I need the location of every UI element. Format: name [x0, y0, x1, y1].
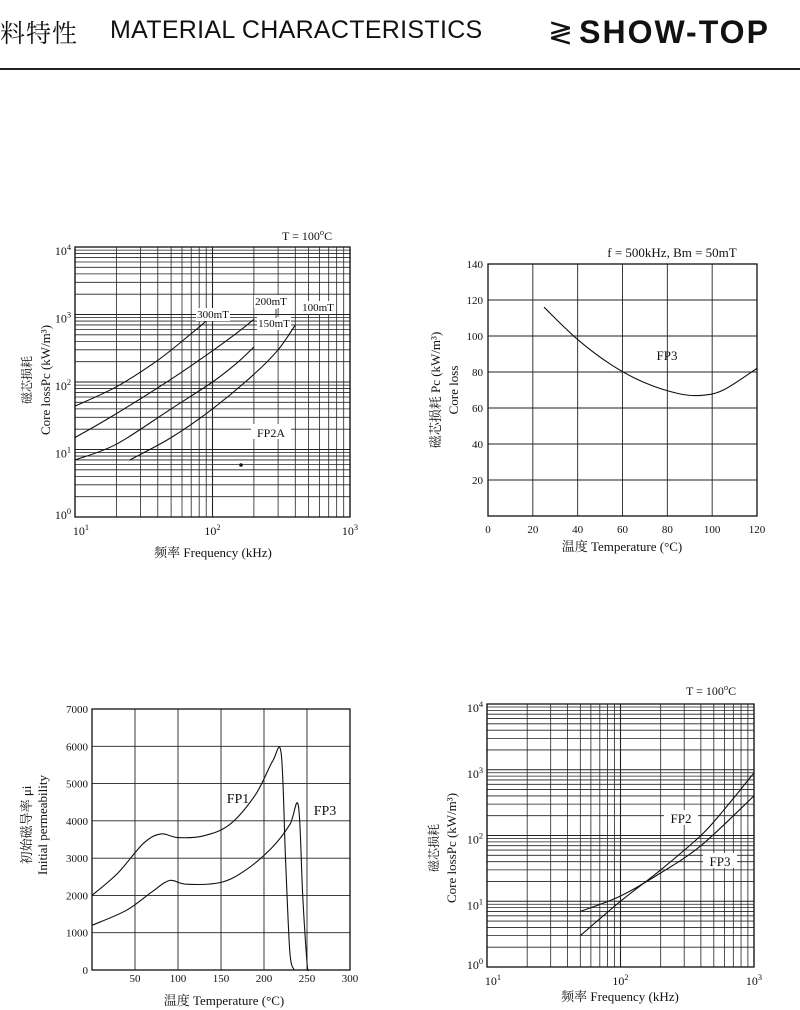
y-tick-label: 4000: [66, 815, 88, 828]
logo-mark-icon: ≷: [548, 16, 574, 49]
y-tick-label: $10^4$: [466, 700, 483, 715]
y-tick-label: 3000: [66, 853, 88, 866]
x-axis-label: 温度 Temperature (°C): [561, 539, 683, 554]
x-tick-label: 40: [572, 524, 584, 536]
x-tick-label: $10^3$: [341, 523, 359, 538]
series-label-FP3: FP3: [656, 348, 678, 363]
y-tick-label: $10^1$: [466, 897, 483, 913]
chart-condition: $T = 100^oC$: [282, 228, 333, 243]
y-tick-label: $10^0$: [466, 957, 483, 972]
x-tick-label: $10^1$: [484, 973, 502, 988]
x-tick-label: 300: [341, 973, 359, 985]
x-tick-label: 0: [485, 524, 491, 536]
y-tick-label: $10^3$: [466, 765, 483, 781]
x-tick-label: 100: [169, 973, 187, 985]
x-tick-label: $10^3$: [745, 973, 763, 988]
y-axis-label: Core lossPc (kW/m³): [38, 324, 53, 436]
y-tick-label: 1000: [66, 927, 88, 940]
x-tick-label: 120: [748, 524, 766, 536]
series-label-FP2: FP2: [670, 811, 692, 826]
x-tick-label: $10^1$: [72, 523, 90, 538]
y-tick-label: $10^3$: [54, 310, 71, 326]
y-axis-label-cn: 初始磁导率 μi: [19, 785, 34, 865]
x-axis-label: 温度 Temperature (°C): [163, 993, 285, 1008]
annotation-material: FP2A: [256, 426, 286, 440]
y-tick-label: 120: [466, 295, 483, 307]
y-axis-label-cn: 磁芯损耗 Pc (kW/m³): [428, 331, 443, 449]
series-label-100mT: 100mT: [302, 302, 334, 314]
y-tick-label: $10^0$: [54, 507, 71, 522]
x-tick-label: $10^2$: [204, 523, 221, 538]
series-label-FP3: FP3: [313, 804, 337, 819]
y-tick-label: 5000: [66, 778, 88, 791]
x-tick-label: 80: [661, 524, 673, 536]
y-tick-label: $10^2$: [466, 831, 483, 847]
header-title-en: MATERIAL CHARACTERISTICS: [110, 16, 483, 44]
series-label-FP1: FP1: [226, 792, 250, 807]
y-tick-label: 40: [472, 439, 483, 451]
y-tick-label: 20: [472, 475, 483, 487]
series-label-FP3: FP3: [709, 854, 731, 869]
y-axis-label-cn: 磁芯损耗: [20, 355, 34, 405]
y-axis-label: Initial permeability: [35, 775, 50, 875]
y-tick-label: $10^4$: [54, 243, 71, 258]
y-axis-label-cn: 磁芯损耗: [427, 823, 441, 873]
series-label-200mT: 200mT: [255, 296, 287, 308]
series-label-300mT: 300mT: [197, 309, 229, 321]
x-tick-label: 100: [703, 524, 721, 536]
x-tick-label: 150: [212, 973, 230, 985]
y-axis-label: Core lossPc (kW/m³): [444, 792, 459, 904]
y-tick-label: 7000: [66, 704, 88, 716]
y-tick-label: $10^1$: [54, 445, 71, 461]
x-axis-label: 频率 Frequency (kHz): [561, 989, 679, 1004]
y-axis-label: Core loss: [446, 365, 461, 415]
x-tick-label: 60: [617, 524, 628, 536]
y-tick-label: 2000: [66, 890, 88, 903]
chart-condition: f = 500kHz, Bm = 50mT: [607, 245, 737, 260]
y-tick-label: 80: [472, 367, 483, 379]
header-title-cn: 料特性: [0, 19, 79, 48]
y-tick-label: 100: [466, 331, 483, 343]
y-tick-label: 140: [466, 259, 483, 271]
x-tick-label: $10^2$: [612, 973, 629, 988]
y-tick-label: 60: [472, 403, 483, 415]
y-tick-label: 6000: [66, 741, 88, 754]
x-tick-label: 50: [129, 973, 141, 985]
x-tick-label: 200: [255, 973, 273, 985]
y-tick-label: 0: [82, 965, 88, 977]
chart-condition: $T = 100^oC$: [686, 683, 737, 698]
y-tick-label: $10^2$: [54, 378, 71, 393]
logo-text: SHOW-TOP: [579, 14, 770, 50]
series-label-150mT: 150mT: [258, 318, 290, 330]
x-axis-label: 频率 Frequency (kHz): [154, 545, 272, 560]
x-tick-label: 20: [527, 524, 539, 536]
x-tick-label: 250: [298, 973, 316, 985]
